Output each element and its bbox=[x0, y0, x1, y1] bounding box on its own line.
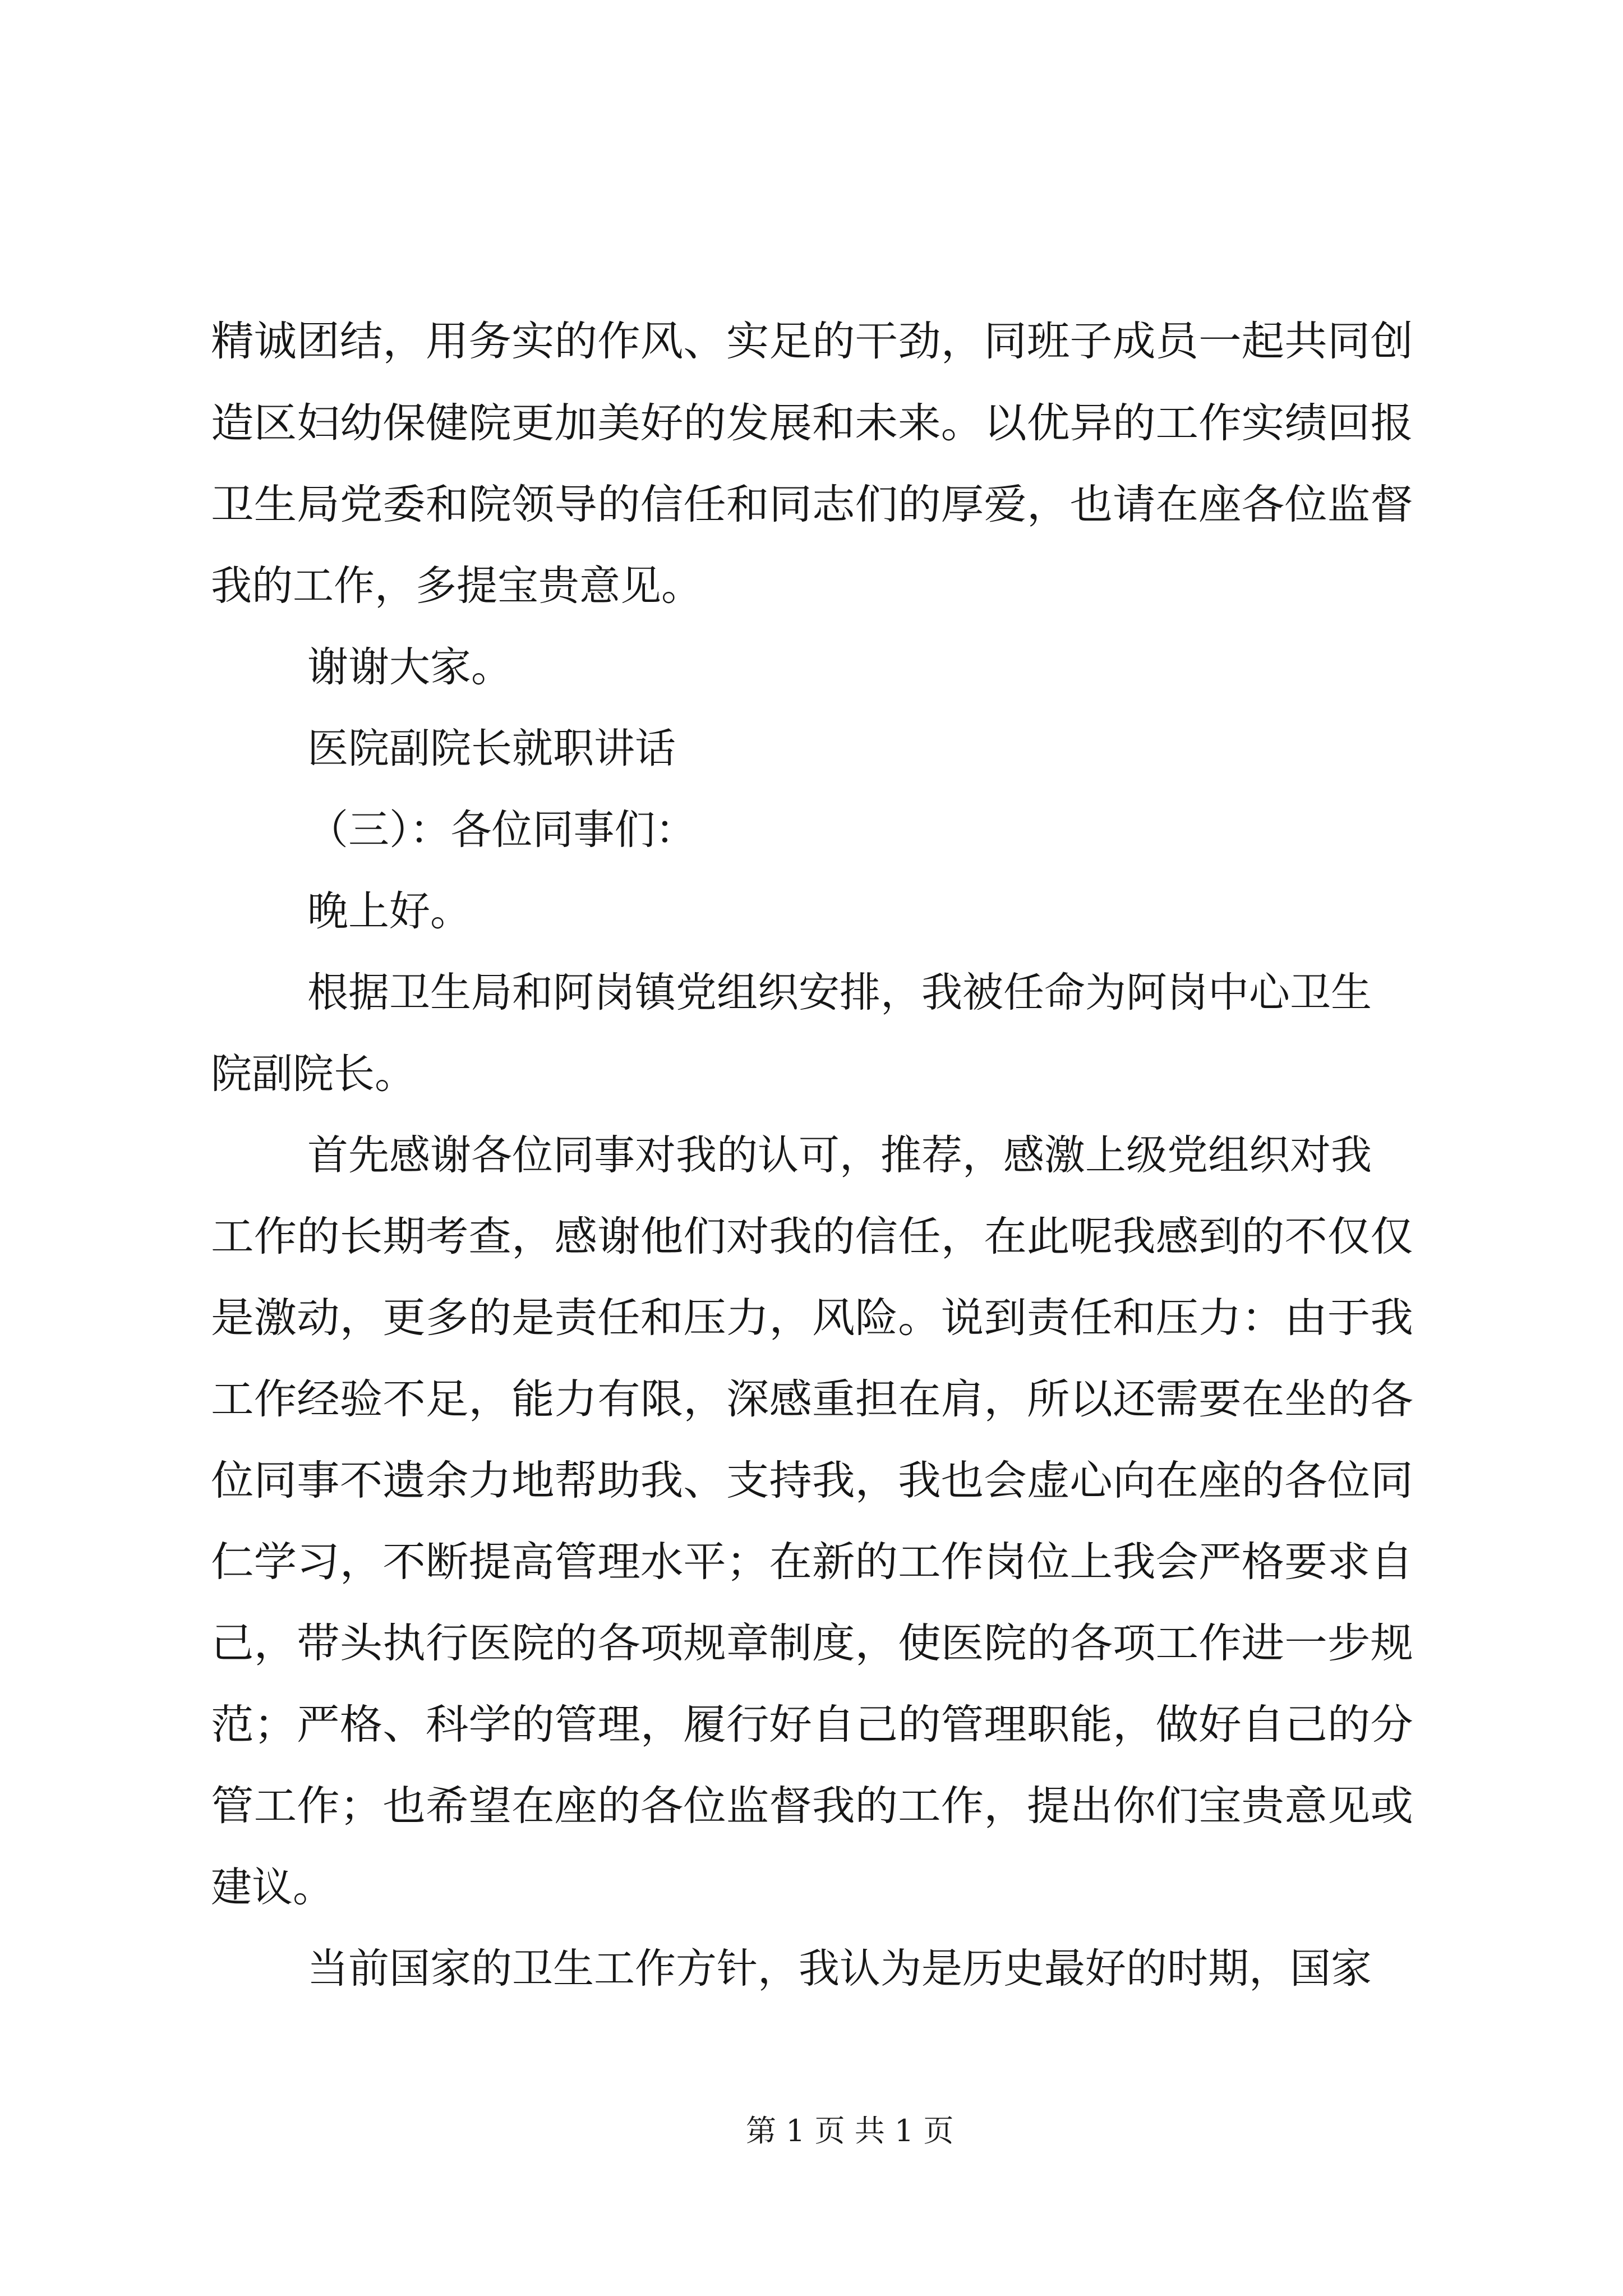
text-line: 晚上好。 bbox=[307, 887, 471, 935]
text-line: 己，带头执行医院的各项规章制度，使医院的各项工作进一步规 bbox=[211, 1619, 1413, 1667]
text-line: 造区妇幼保健院更加美好的发展和未来。以优异的工作实绩回报 bbox=[211, 399, 1413, 447]
text-line: 是激动，更多的是责任和压力，风险。说到责任和压力：由于我 bbox=[211, 1294, 1413, 1342]
text-line: （三）：各位同事们： bbox=[307, 806, 697, 854]
text-line: 范；严格、科学的管理，履行好自己的管理职能，做好自己的分 bbox=[211, 1701, 1413, 1749]
text-line: 首先感谢各位同事对我的认可，推荐，感激上级党组织对我 bbox=[307, 1131, 1372, 1179]
text-line: 卫生局党委和院领导的信任和同志们的厚爱，也请在座各位监督 bbox=[211, 481, 1413, 528]
text-line: 根据卫生局和阿岗镇党组织安排，我被任命为阿岗中心卫生 bbox=[307, 969, 1372, 1016]
text-line: 院副院长。 bbox=[211, 1050, 416, 1098]
text-line: 仁学习，不断提高管理水平；在新的工作岗位上我会严格要求自 bbox=[211, 1538, 1413, 1586]
text-line: 医院副院长就职讲话 bbox=[307, 725, 676, 772]
text-line: 工作的长期考查，感谢他们对我的信任，在此呢我感到的不仅仅 bbox=[211, 1213, 1413, 1260]
text-line: 精诚团结，用务实的作风、实足的干劲，同班子成员一起共同创 bbox=[211, 318, 1413, 365]
page-number-footer: 第 1 页 共 1 页 bbox=[746, 2113, 954, 2148]
text-line: 管工作；也希望在座的各位监督我的工作，提出你们宝贵意见或 bbox=[211, 1782, 1413, 1830]
text-line: 谢谢大家。 bbox=[307, 643, 512, 691]
text-line: 工作经验不足，能力有限，深感重担在肩，所以还需要在坐的各 bbox=[211, 1375, 1413, 1423]
text-line: 建议。 bbox=[211, 1864, 334, 1911]
text-line: 当前国家的卫生工作方针，我认为是历史最好的时期，国家 bbox=[307, 1945, 1372, 1993]
text-line: 我的工作，多提宝贵意见。 bbox=[211, 562, 702, 610]
text-line: 位同事不遗余力地帮助我、支持我，我也会虚心向在座的各位同 bbox=[211, 1457, 1413, 1504]
